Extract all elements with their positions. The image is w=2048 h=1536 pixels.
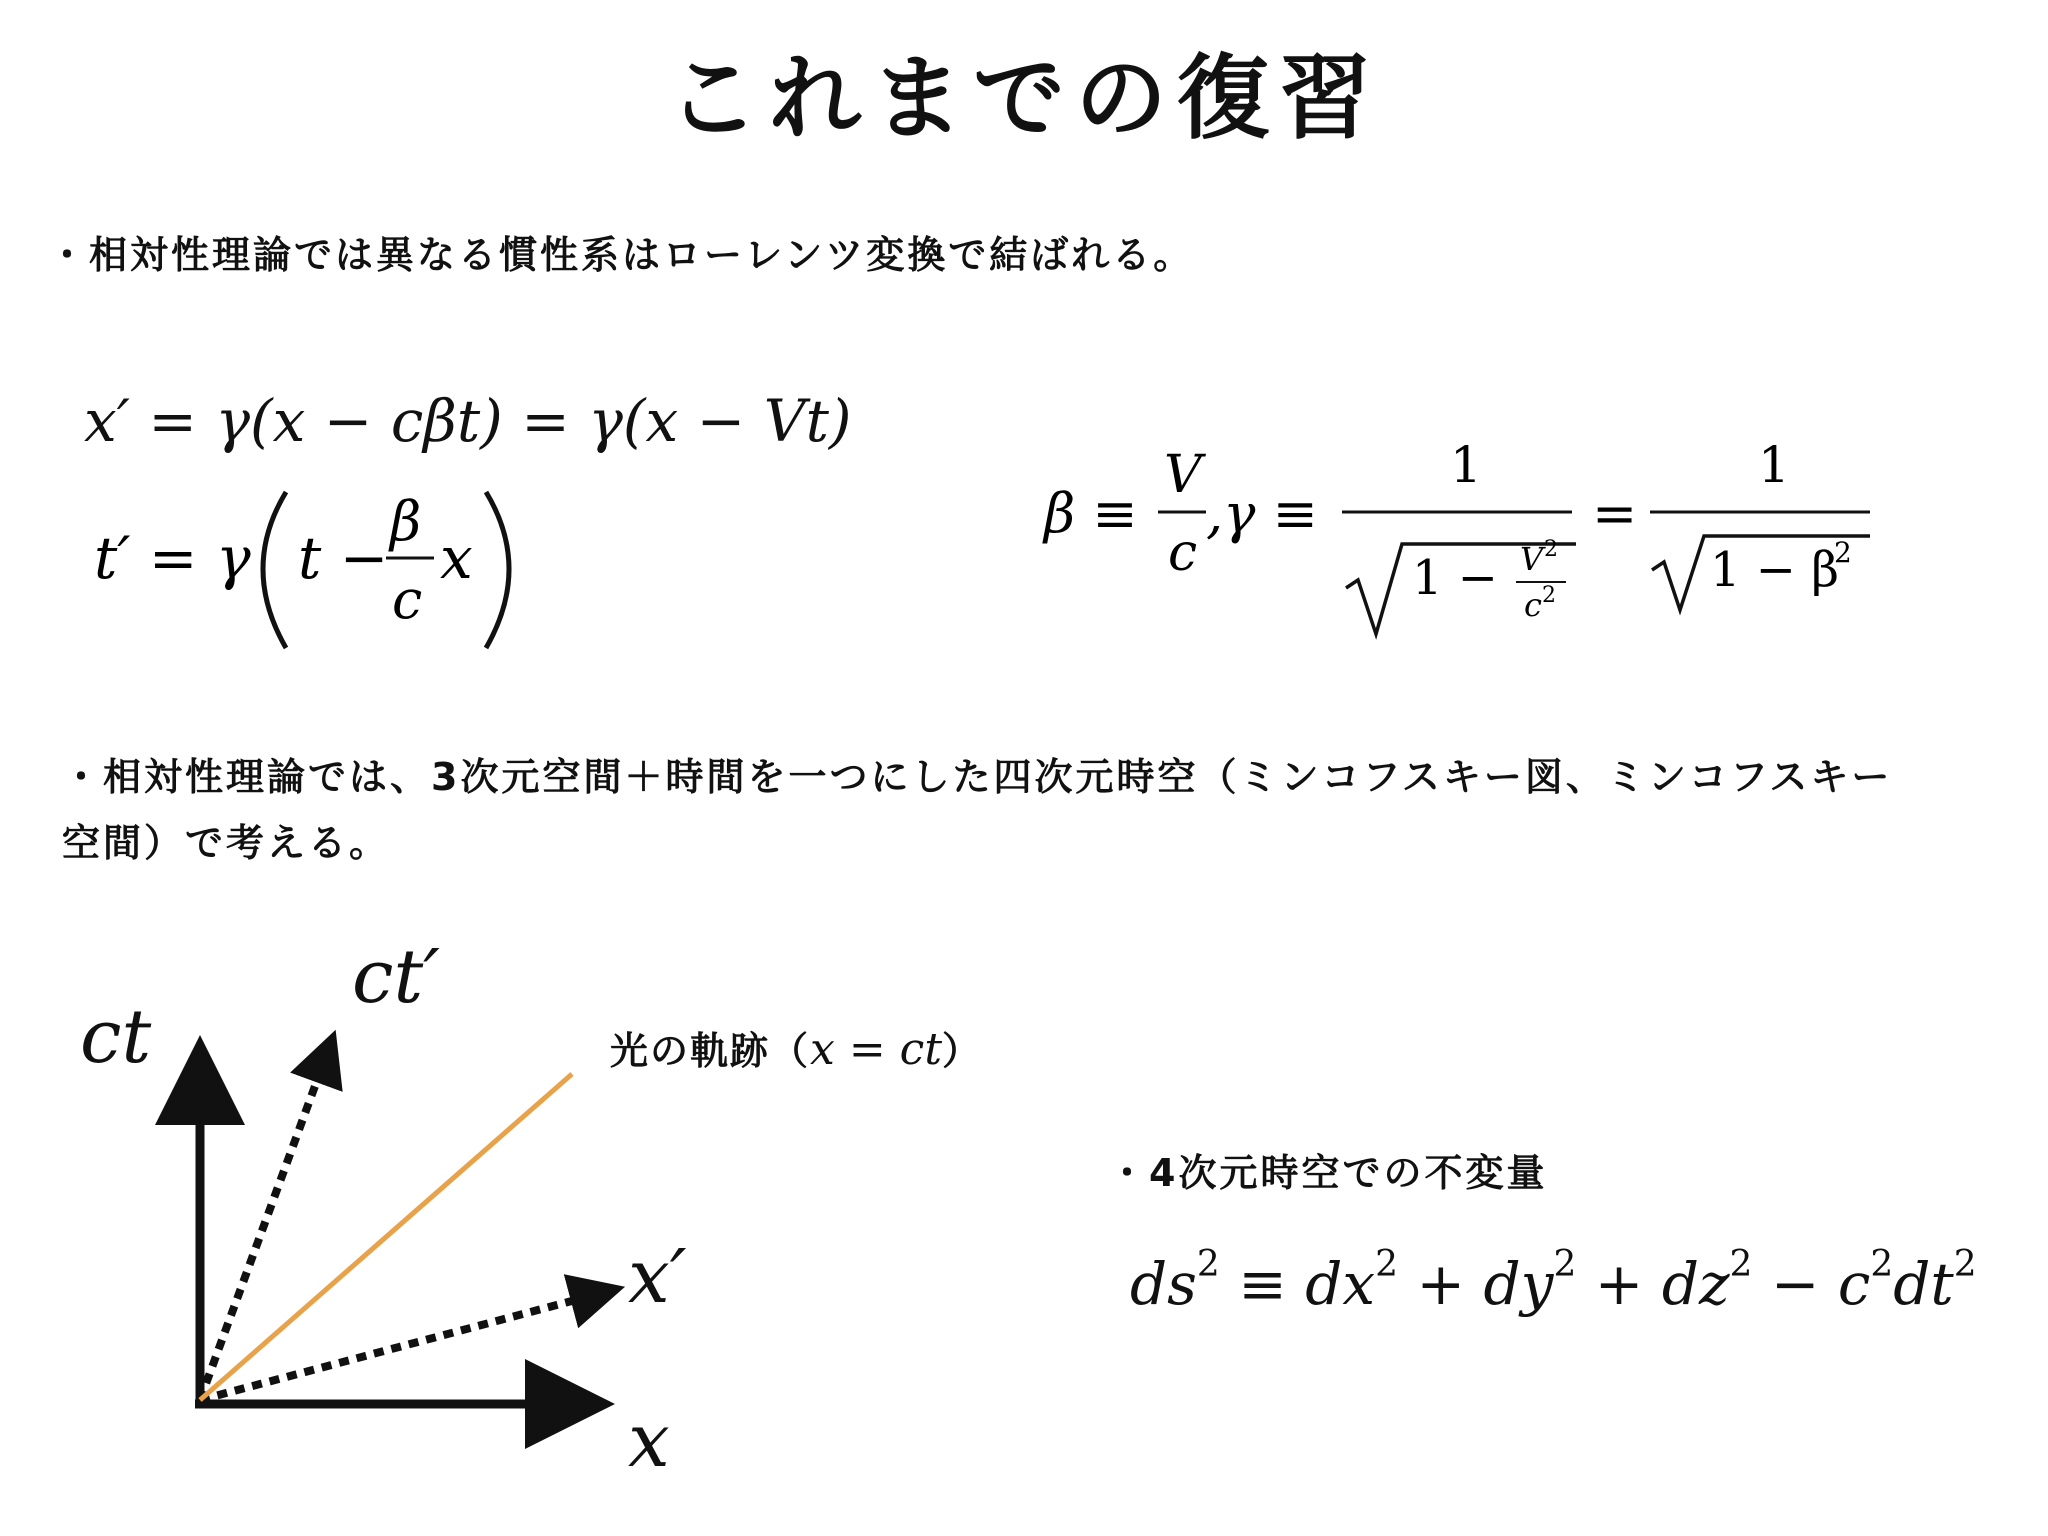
slide-title: これまでの復習 xyxy=(666,44,1381,152)
beta-gamma-definitions xyxy=(1040,420,1900,650)
gamma-inner-den-exp: 2 xyxy=(1542,583,1556,608)
invariant-equation xyxy=(1130,1244,1977,1318)
inv-ds: ds xyxy=(1130,1250,1197,1318)
gamma-sqrt-body: 1 − xyxy=(1412,550,1499,606)
inv-ds-exp: 2 xyxy=(1196,1244,1220,1285)
inv-dx-exp: 2 xyxy=(1375,1244,1399,1285)
gamma-equals: = xyxy=(1592,482,1638,545)
inv-dz-exp: 2 xyxy=(1729,1244,1753,1285)
light-trajectory xyxy=(200,1074,572,1400)
bullet-minkowski-intro xyxy=(62,744,2032,876)
gamma-inner-num: V xyxy=(1520,540,1544,578)
right-paren xyxy=(486,492,509,648)
gamma-def-lhs: ,γ ≡ xyxy=(1206,482,1318,545)
beta-def-num: V xyxy=(1164,445,1202,505)
minkowski-svg xyxy=(60,930,1020,1490)
inv-plus-1: + xyxy=(1416,1250,1466,1318)
inv-dz: dz xyxy=(1661,1250,1730,1318)
beta-gamma-svg xyxy=(1040,420,1900,650)
x-axis-label: x xyxy=(628,1398,670,1484)
lorentz-t-svg xyxy=(90,478,550,658)
gamma-inner-den: c xyxy=(1524,586,1542,624)
inv-minus: − xyxy=(1770,1250,1820,1318)
lorentz-t-x: x xyxy=(440,524,473,592)
lorentz-x-equation: x′ = γ(x − cβt) = γ(x − Vt) xyxy=(84,387,852,455)
lorentz-t-equation xyxy=(90,478,550,658)
inv-equiv: ≡ xyxy=(1238,1250,1287,1318)
inv-dt: dt xyxy=(1893,1250,1954,1318)
lorentz-t-frac-den: c xyxy=(392,568,423,631)
ct-prime-axis xyxy=(200,1056,326,1400)
inv-c-exp: 2 xyxy=(1870,1244,1894,1285)
inv-dt-exp: 2 xyxy=(1953,1244,1977,1285)
bullet-invariant: ・4次元時空での不変量 xyxy=(1108,1151,1548,1195)
light-label-text: 光の軌跡（ xyxy=(610,1029,811,1073)
gamma2-sqrt-body: 1 − β xyxy=(1710,542,1840,598)
x-prime-axis-label: x′ xyxy=(628,1234,687,1320)
lorentz-t-lhs: t′ = γ xyxy=(94,524,251,592)
gamma-num: 1 xyxy=(1450,436,1482,494)
gamma-inner-num-exp: 2 xyxy=(1544,537,1558,562)
ct-axis-label: ct xyxy=(80,994,152,1080)
bullet-minkowski-line1: ・相対性理論では、3次元空間＋時間を一つにした四次元時空（ミンコフスキー図、ミンコフスキー xyxy=(62,755,1893,799)
inv-dy: dy xyxy=(1483,1250,1554,1318)
gamma2-exp: 2 xyxy=(1834,536,1852,569)
left-paren xyxy=(263,492,286,648)
light-label-math: x = ct xyxy=(810,1024,942,1075)
light-trajectory-label xyxy=(610,1020,982,1075)
inv-c: c xyxy=(1837,1250,1871,1318)
lorentz-t-frac-num: β xyxy=(390,490,422,553)
light-label-close: ） xyxy=(942,1029,983,1073)
minkowski-diagram xyxy=(60,930,1020,1490)
ct-prime-axis-label: ct′ xyxy=(352,934,440,1020)
bullet-lorentz-intro: ・相対性理論では異なる慣性系はローレンツ変換で結ばれる。 xyxy=(48,233,1195,277)
beta-def-den: c xyxy=(1168,523,1198,583)
gamma2-num: 1 xyxy=(1758,436,1790,494)
beta-def-lhs: β ≡ xyxy=(1044,482,1138,545)
inv-dy-exp: 2 xyxy=(1553,1244,1577,1285)
inv-dx: dx xyxy=(1305,1250,1376,1318)
lorentz-t-t: t − xyxy=(298,524,389,592)
inv-plus-2: + xyxy=(1594,1250,1644,1318)
bullet-minkowski-line2: 空間）で考える。 xyxy=(62,821,391,865)
